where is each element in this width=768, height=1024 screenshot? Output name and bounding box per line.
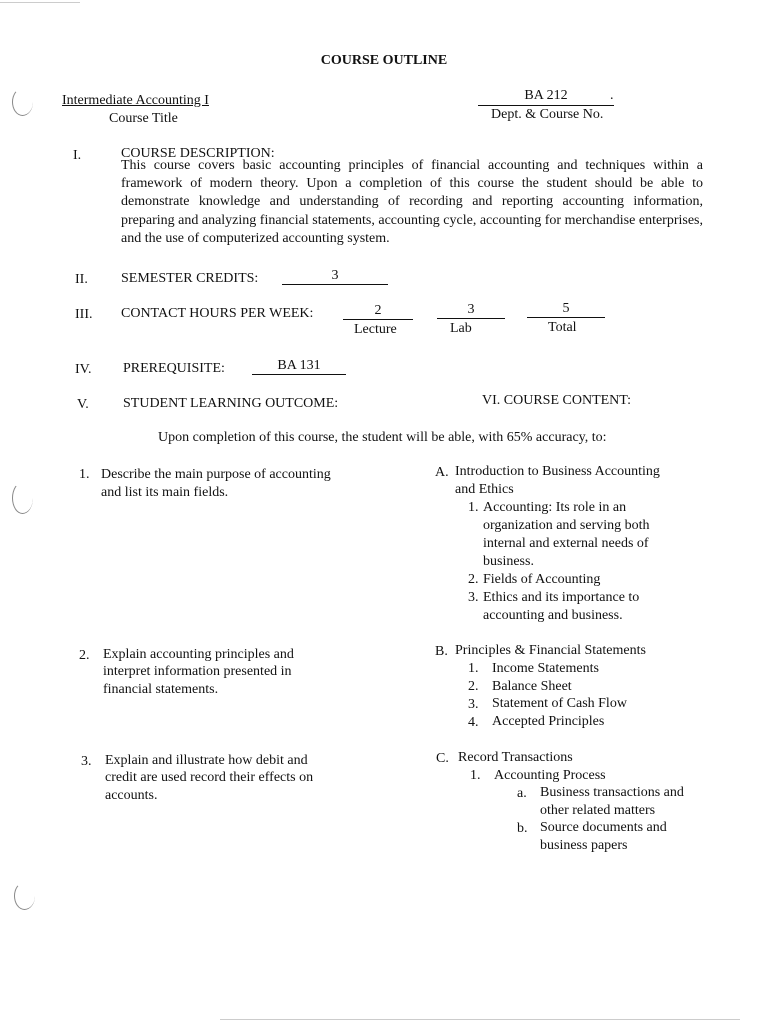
content-item-line: business. [483,554,534,569]
total-hours-value [527,300,605,318]
semester-credits-number: 3 [282,268,388,285]
lab-label: Lab [450,321,472,336]
prerequisite-label: PREREQUISITE: [123,361,225,376]
content-title-line: and Ethics [455,482,514,497]
section-numeral: IV. [75,362,92,377]
outcome-line: Explain accounting principles and [103,647,294,662]
lecture-hours-value [343,302,413,320]
section-numeral: II. [75,272,88,287]
content-item-line: accounting and business. [483,608,623,623]
content-item-number: 1. [468,661,479,676]
course-content-heading: VI. COURSE CONTENT: [482,393,632,408]
content-subitem-letter: a. [517,786,527,801]
course-number-label: Dept. & Course No. [491,107,604,122]
outcome-line: accounts. [105,788,158,803]
page-title: COURSE OUTLINE [320,53,448,68]
content-letter: B. [435,644,448,659]
content-item-line: Fields of Accounting [483,572,601,587]
content-subitem-letter: b. [517,821,528,836]
course-number-value [478,87,614,106]
contact-hours-label: CONTACT HOURS PER WEEK: [121,306,314,321]
prerequisite-number: BA 131 [252,358,346,375]
section-numeral: I. [73,148,82,163]
content-item-line: Income Statements [492,661,599,676]
total-label: Total [548,320,577,335]
outcome-line: Describe the main purpose of accounting [101,467,331,482]
outcome-line: financial statements. [103,682,219,697]
lecture-hours-number: 2 [343,303,413,320]
lab-hours-number: 3 [437,302,505,319]
content-item-number: 1. [468,500,479,515]
content-item-number: 2. [468,572,479,587]
total-hours-number: 5 [527,301,605,318]
binder-hole-mark [14,882,35,910]
course-title-value: Intermediate Accounting I [62,93,209,108]
outcome-line: credit are used record their effects on [105,770,314,785]
course-description-heading: COURSE DESCRIPTION: [121,146,275,161]
content-item-line: Ethics and its importance to [483,590,640,605]
outcome-line: interpret information presented in [103,664,292,679]
content-item-number: 1. [470,768,481,783]
binder-hole-mark [12,88,33,116]
content-item-line: Statement of Cash Flow [492,696,627,711]
content-item-number: 3. [468,590,479,605]
content-item-line: Accounting Process [494,768,606,783]
content-letter: A. [435,465,449,480]
section-numeral: III. [75,307,93,322]
content-letter: C. [436,751,449,766]
content-subitem-line: other related matters [540,803,656,818]
binder-hole-mark [12,482,33,514]
content-item-line: internal and external needs of [483,536,649,551]
content-item-line: Accounting: Its role in an [483,500,627,515]
outcome-line: and list its main fields. [101,485,229,500]
outcome-number: 2. [79,648,90,663]
outcome-intro-text: Upon completion of this course, the student will be able, with 65% accuracy, to: [158,430,607,445]
content-item-line: Balance Sheet [492,679,572,694]
course-number-trailing-dot: . [610,88,614,103]
course-title-label: Course Title [109,111,178,126]
content-item-number: 3. [468,697,479,712]
scan-edge-line [0,2,80,3]
content-title-line: Introduction to Business Accounting [455,464,660,479]
content-item-number: 2. [468,679,479,694]
lecture-label: Lecture [354,322,397,337]
content-item-line: organization and serving both [483,518,650,533]
content-subitem-line: Source documents and [540,820,667,835]
content-subitem-line: business papers [540,838,628,853]
course-number-text: BA 212 [524,88,568,103]
outcome-number: 1. [79,467,90,482]
course-description-text: This course covers basic accounting principles of financial accounting and techniques within a framework of modern theory. Upon a completion of this course the student should be able to demonstrate knowledge and understanding of recording and reporting accounting information, preparing and analyzing financial statements, accounting cycle, accounting for merchandise enterprises, and the use of computerized accounting system. [121,158,703,246]
scan-edge-line [220,1019,740,1020]
content-item-number: 4. [468,715,479,730]
content-item-line: Accepted Principles [492,714,605,729]
content-title: Record Transactions [458,750,573,765]
content-subitem-line: Business transactions and [540,785,684,800]
outcome-line: Explain and illustrate how debit and [105,753,308,768]
prerequisite-value [252,357,346,375]
content-title: Principles & Financial Statements [455,643,646,658]
learning-outcome-heading: STUDENT LEARNING OUTCOME: [123,396,339,411]
lab-hours-value [437,301,505,319]
section-numeral: V. [77,397,89,412]
outcome-number: 3. [81,754,92,769]
semester-credits-label: SEMESTER CREDITS: [121,271,259,286]
semester-credits-value [282,267,388,285]
